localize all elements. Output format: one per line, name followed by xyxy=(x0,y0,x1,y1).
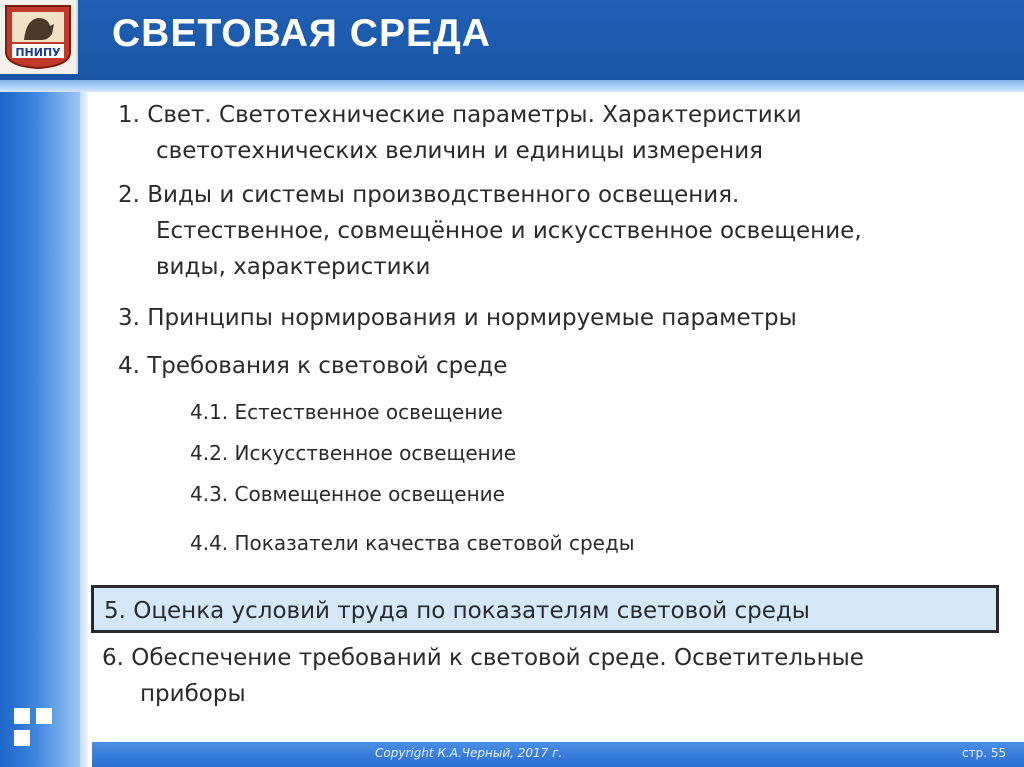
list-item-4 xyxy=(118,348,507,384)
highlighted-item-5-text: 5. Оценка условий труда по показателям световой среды xyxy=(104,598,810,624)
list-item-2-line3: виды, характеристики xyxy=(156,254,431,280)
sub-item-4-1: 4.1. Естественное освещение xyxy=(190,400,503,424)
list-item-1-line1: 1. Свет. Светотехнические параметры. Характеристики xyxy=(118,102,802,128)
footer-copyright: Copyright К.А.Черный, 2017 г. xyxy=(375,746,563,760)
list-item-3-line1: 3. Принципы нормирования и нормируемые параметры xyxy=(118,305,797,331)
list-item-4-line1: 4. Требования к световой среде xyxy=(118,353,508,379)
university-logo xyxy=(0,0,78,74)
sub-item-4-2: 4.2. Искусственное освещение xyxy=(190,441,517,465)
list-item-2-line1: 2. Виды и системы производственного освещения. xyxy=(118,182,740,208)
list-item-1 xyxy=(118,97,802,169)
footer-page-number: стр. 55 xyxy=(962,746,1007,760)
left-decorative-bar xyxy=(0,92,80,767)
highlighted-item-5 xyxy=(91,585,999,633)
page-title: СВЕТОВАЯ СРЕДА xyxy=(112,12,491,55)
logo-emblem-icon xyxy=(4,4,72,70)
list-item-6-line1: 6. Обеспечение требований к световой среде. Осветительные xyxy=(102,645,864,671)
list-item-2-line2: Естественное, совмещённое и искусственное освещение, xyxy=(156,218,862,244)
list-item-3 xyxy=(118,300,797,336)
list-item-6-line2: приборы xyxy=(140,681,246,707)
list-item-2 xyxy=(118,177,862,285)
sub-item-4-4: 4.4. Показатели качества световой среды xyxy=(190,531,635,555)
sub-item-4-3: 4.3. Совмещенное освещение xyxy=(190,482,505,506)
list-item-6 xyxy=(102,640,864,712)
list-item-1-line2: светотехнических величин и единицы измерения xyxy=(156,138,763,164)
left-bar-edge xyxy=(80,92,88,767)
header-stripe xyxy=(0,80,1024,92)
logo-text: ПНИПУ xyxy=(15,46,61,59)
